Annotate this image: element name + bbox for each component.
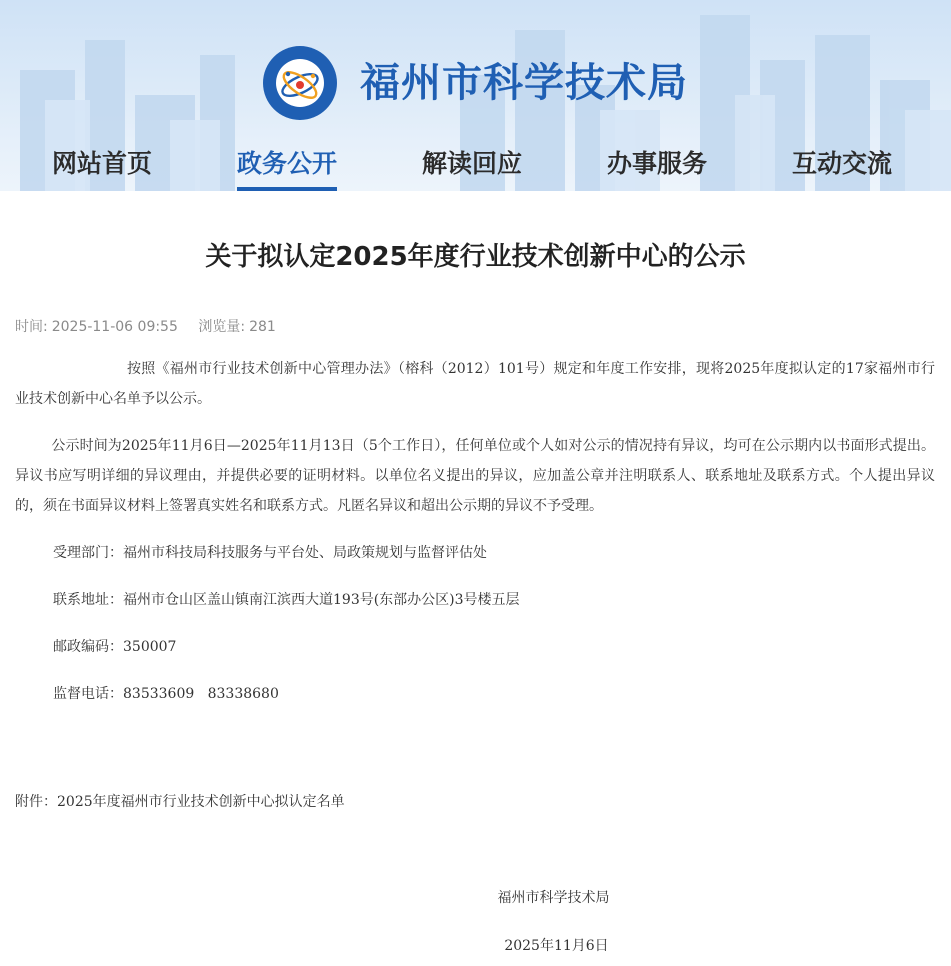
attachment-link[interactable]: 附件：2025年度福州市行业技术创新中心拟认定名单 xyxy=(15,794,345,810)
body-paragraph: 按照《福州市行业技术创新中心管理办法》（榕科（2012）101号）规定和年度工作安排，现将2025年度拟认定的17家福州市行业技术创新中心名单予以公示。 xyxy=(15,361,935,407)
time-label: 时间: xyxy=(15,319,48,335)
postal-code: 邮政编码：350007 xyxy=(53,639,177,655)
signature-organization: 福州市科学技术局 xyxy=(497,890,610,906)
views-label: 浏览量: xyxy=(198,319,246,335)
site-name: 福州市科学技术局 xyxy=(360,60,688,106)
article-title: 关于拟认定2025年度行业技术创新中心的公示 xyxy=(205,242,746,272)
views-value: 281 xyxy=(249,319,276,335)
contact-address: 联系地址：福州市仓山区盖山镇南江滨西大道193号(东部办公区)3号楼五层 xyxy=(53,592,520,608)
main-nav xyxy=(0,136,951,191)
nav-interpretation[interactable]: 解读回应 xyxy=(422,149,523,178)
nav-home[interactable]: 网站首页 xyxy=(52,149,153,178)
nav-government-affairs[interactable]: 政务公开 xyxy=(237,136,337,191)
publish-time xyxy=(15,319,178,335)
nav-services[interactable]: 办事服务 xyxy=(607,149,708,178)
time-value: 2025-11-06 09:55 xyxy=(51,319,178,335)
view-count xyxy=(198,319,275,335)
supervision-phone: 监督电话：83533609 83338680 xyxy=(53,686,279,702)
site-header xyxy=(0,0,951,191)
site-brand[interactable] xyxy=(262,45,688,121)
signature-date: 2025年11月6日 xyxy=(504,938,609,954)
nav-interaction[interactable]: 互动交流 xyxy=(792,149,893,178)
article-body xyxy=(15,354,935,726)
accepting-department: 受理部门：福州市科技局科技服务与平台处、局政策规划与监督评估处 xyxy=(53,545,487,561)
article-meta xyxy=(15,316,276,336)
body-paragraph: 公示时间为2025年11月6日—2025年11月13日（5个工作日），任何单位或个人如对公示的情况持有异议，均可在公示期内以书面形式提出。异议书应写明详细的异议理由，并提供必要的证明材料。以单位名义提出的异议，应加盖公章并注明联系人、联系地址及联系方式。个人提出异议的，须在书面异议材料上签署真实姓名和联系方式。凡匿名异议和超出公示期的异议不予受理。 xyxy=(15,438,935,514)
atom-logo-icon xyxy=(262,45,338,121)
